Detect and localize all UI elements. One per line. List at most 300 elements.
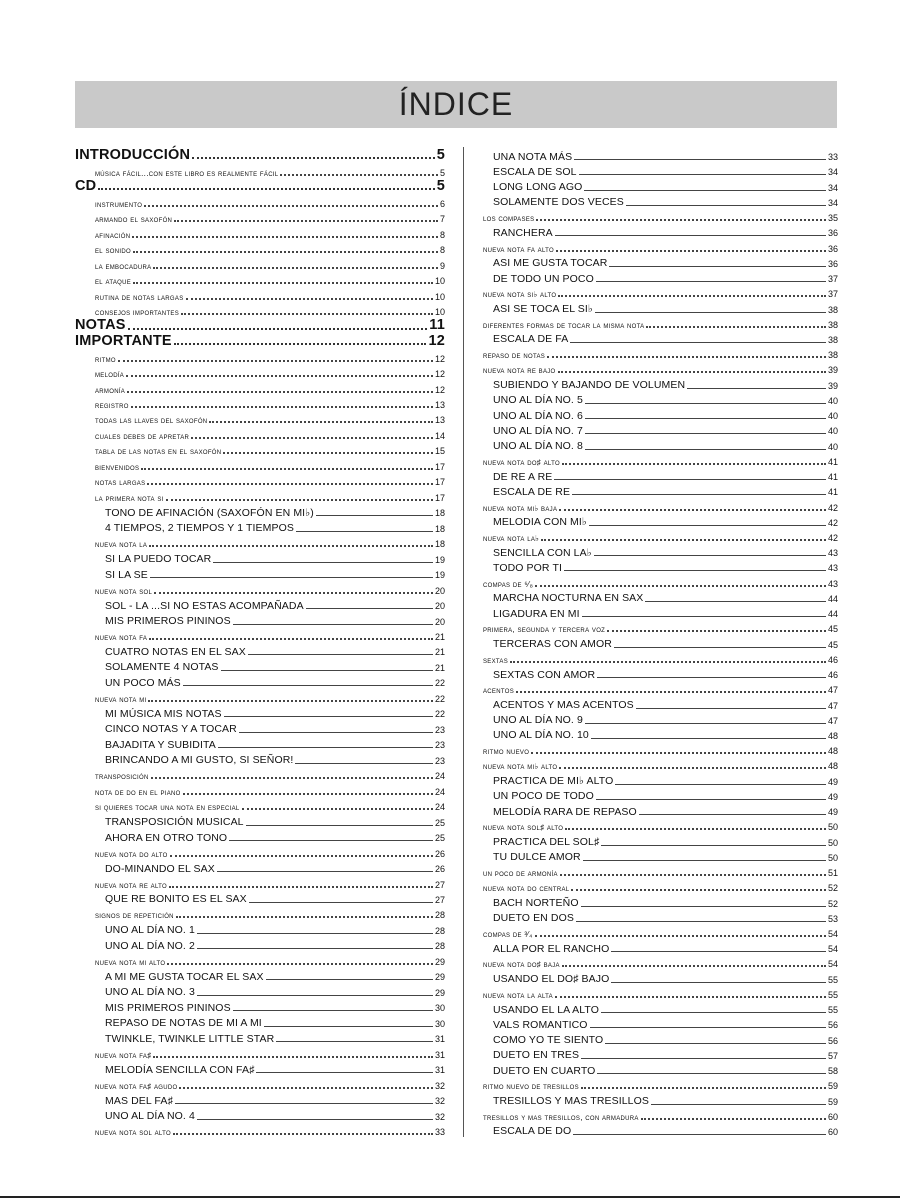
toc-entry [483, 269, 838, 284]
toc-entry [75, 565, 445, 580]
toc-page-number: 18 [434, 539, 445, 550]
toc-page-number: 5 [436, 177, 445, 194]
toc-page-number: 32 [434, 1096, 445, 1107]
toc-left-column [75, 147, 445, 1137]
toc-page-number: 47 [827, 685, 838, 696]
toc-entry [483, 1122, 838, 1137]
toc-entry-title: MIS PRIMEROS PININOS [105, 1001, 231, 1014]
toc-entry-title: repaso de notas [483, 351, 546, 361]
toc-page-number: 31 [434, 1049, 445, 1060]
toc-entry [483, 254, 838, 269]
toc-page-number: 12 [428, 332, 445, 349]
toc-entry-title: instrumento [95, 199, 143, 209]
toc-page-number: 44 [827, 609, 838, 620]
toc-leader [149, 638, 433, 640]
toc-page-number: 23 [434, 740, 445, 751]
toc-leader [565, 828, 826, 830]
toc-entry-title: SOLAMENTE 4 NOTAS [105, 661, 219, 674]
toc-entry-title: RANCHERA [493, 226, 553, 239]
toc-entry [75, 178, 445, 193]
toc-entry-title: UN POCO MÁS [105, 676, 181, 689]
toc-page-number: 17 [434, 461, 445, 472]
toc-entry [75, 162, 445, 177]
toc-leader [197, 995, 433, 996]
toc-entry-title: nueva nota fa alto [483, 244, 554, 254]
toc-entry [483, 162, 838, 177]
toc-entry [483, 893, 838, 908]
toc-leader [564, 570, 826, 571]
toc-entry-title: la embocadura [95, 261, 152, 271]
toc-leader [248, 654, 433, 655]
toc-page-number: 37 [827, 274, 838, 285]
toc-leader [296, 531, 433, 532]
toc-entry-title: TODO POR TI [493, 561, 562, 574]
toc-entry-title: CUATRO NOTAS EN EL SAX [105, 645, 246, 658]
toc-page-number: 8 [439, 229, 445, 240]
toc-leader [197, 1119, 433, 1120]
toc-entry [483, 177, 838, 192]
toc-entry [483, 695, 838, 710]
toc-entry [75, 487, 445, 502]
toc-leader [611, 951, 826, 952]
toc-entry [483, 238, 838, 253]
toc-page-number: 47 [827, 700, 838, 711]
toc-leader [646, 326, 826, 328]
toc-page-number: 13 [434, 399, 445, 410]
toc-entry [75, 1122, 445, 1137]
toc-leader [154, 592, 433, 594]
toc-entry-title: DUETO EN CUARTO [493, 1064, 596, 1077]
toc-entry-title: MAS DEL FA♯ [105, 1094, 173, 1107]
toc-entry-title: IMPORTANTE [75, 332, 172, 349]
toc-leader [570, 342, 826, 343]
toc-page-number: 60 [827, 1111, 838, 1122]
toc-entry-title: los compases [483, 214, 535, 224]
toc-page-number: 46 [827, 654, 838, 665]
toc-entry-title: A MI ME GUSTA TOCAR EL SAX [105, 970, 264, 983]
toc-page-number: 31 [434, 1034, 445, 1045]
toc-page-number: 42 [827, 532, 838, 543]
toc-page-number: 29 [434, 987, 445, 998]
toc-leader [573, 1134, 826, 1135]
toc-leader [229, 840, 433, 841]
toc-leader [601, 1012, 826, 1013]
toc-entry-title: DO-MINANDO EL SAX [105, 862, 215, 875]
toc-leader [560, 874, 826, 876]
toc-entry-title: TWINKLE, TWINKLE LITTLE STAR [105, 1032, 275, 1045]
toc-entry [483, 345, 838, 360]
toc-entry-title: MELODIA CON MI♭ [493, 516, 587, 529]
toc-right-column [483, 147, 838, 1137]
toc-page-number: 30 [434, 1018, 445, 1029]
toc-leader [636, 708, 826, 709]
toc-page-number: 33 [827, 152, 838, 163]
toc-leader [554, 479, 826, 480]
toc-entry-title: SI LA SE [105, 568, 148, 581]
toc-leader [541, 539, 826, 541]
toc-entry-title: el sonido [95, 246, 131, 256]
toc-leader [582, 616, 826, 617]
toc-page-number: 48 [827, 761, 838, 772]
toc-entry [483, 406, 838, 421]
toc-entry [483, 375, 838, 390]
toc-entry-title: ritmo [95, 354, 116, 364]
toc-page-number: 21 [434, 647, 445, 658]
toc-leader [596, 799, 826, 800]
toc-entry [483, 863, 838, 878]
toc-entry [75, 1029, 445, 1044]
toc-entry [75, 1091, 445, 1106]
toc-page-number: 46 [827, 670, 838, 681]
toc-page-number: 22 [434, 693, 445, 704]
toc-page-number: 49 [827, 807, 838, 818]
toc-entry-title: tabla de las notas en el saxofón [95, 447, 222, 457]
toc-page-number: 20 [434, 616, 445, 627]
toc-entry-title: UNA NOTA MÁS [493, 150, 573, 163]
toc-entry [483, 208, 838, 223]
toc-entry [483, 924, 838, 939]
toc-page-number: 14 [434, 430, 445, 441]
toc-page-number: 44 [827, 593, 838, 604]
toc-page-number: 5 [436, 146, 445, 163]
toc-page-number: 7 [439, 214, 445, 225]
toc-entry-title: MELODÍA RARA DE REPASO [493, 805, 637, 818]
toc-leader [641, 1118, 826, 1120]
toc-page-number: 15 [434, 446, 445, 457]
toc-page-number: 32 [434, 1080, 445, 1091]
toc-entry [483, 330, 838, 345]
toc-entry-title: nueva nota re bajo [483, 366, 556, 376]
toc-entry [483, 1091, 838, 1106]
toc-entry-title: nueva nota mi alto [95, 957, 166, 967]
toc-entry-title: MIS PRIMEROS PININOS [105, 615, 231, 628]
toc-entry-title: DE RE A RE [493, 470, 553, 483]
toc-entry [75, 812, 445, 827]
toc-entry [483, 391, 838, 406]
toc-entry-title: MELODÍA SENCILLA CON FA♯ [105, 1063, 255, 1076]
toc-entry [75, 255, 445, 270]
toc-page-number: 35 [827, 213, 838, 224]
toc-entry [483, 421, 838, 436]
toc-leader [510, 661, 826, 663]
toc-leader [132, 236, 438, 238]
toc-entry-title: COMO YO TE SIENTO [493, 1034, 604, 1047]
toc-leader [584, 190, 826, 191]
toc-entry [483, 193, 838, 208]
toc-page-number: 36 [827, 258, 838, 269]
toc-leader [316, 515, 433, 516]
toc-leader [585, 403, 826, 404]
toc-leader [626, 205, 826, 206]
toc-leader [233, 624, 433, 625]
toc-leader [280, 174, 438, 176]
toc-leader [224, 716, 433, 717]
toc-entry-title: LONG LONG AGO [493, 181, 583, 194]
toc-leader [179, 1087, 433, 1089]
toc-leader [242, 808, 433, 810]
toc-entry [483, 1076, 838, 1091]
toc-leader [169, 886, 433, 888]
toc-entry-title: MI MÚSICA MIS NOTAS [105, 707, 222, 720]
toc-leader [562, 965, 826, 967]
toc-page-number: 49 [827, 791, 838, 802]
toc-leader [249, 902, 433, 903]
toc-entry [483, 711, 838, 726]
toc-entry [483, 604, 838, 619]
toc-page-number: 38 [827, 304, 838, 315]
toc-entry [483, 284, 838, 299]
toc-entry [75, 240, 445, 255]
toc-leader [256, 1072, 433, 1073]
toc-entry-title: transposición [95, 772, 149, 782]
toc-page-number: 55 [827, 974, 838, 985]
toc-page-number: 32 [434, 1111, 445, 1122]
toc-entry [75, 998, 445, 1013]
toc-page-number: 22 [434, 678, 445, 689]
toc-entry [75, 302, 445, 317]
toc-entry-title: nueva nota sol [95, 586, 153, 596]
toc-leader [174, 220, 438, 222]
toc-entry-title: 4 TIEMPOS, 2 TIEMPOS Y 1 TIEMPOS [105, 522, 294, 535]
toc-entry-title: CINCO NOTAS Y A TOCAR [105, 723, 237, 736]
toc-leader [556, 250, 826, 252]
toc-page-number: 43 [827, 548, 838, 559]
toc-entry [483, 558, 838, 573]
toc-entry-title: ESCALA DE DO [493, 1125, 572, 1138]
toc-leader [144, 205, 438, 207]
toc-entry-title: TERCERAS CON AMOR [493, 638, 612, 651]
toc-entry [483, 315, 838, 330]
toc-entry [483, 756, 838, 771]
toc-entry-title: BACH NORTEÑO [493, 897, 579, 910]
toc-entry [483, 832, 838, 847]
toc-entry [75, 781, 445, 796]
toc-entry [483, 787, 838, 802]
toc-page-number: 34 [827, 167, 838, 178]
toc-page-number: 6 [439, 198, 445, 209]
toc-leader [239, 732, 433, 733]
toc-entry-title: nueva nota sol alto [95, 1128, 171, 1137]
toc-leader [583, 860, 826, 861]
toc-entry [75, 518, 445, 533]
toc-page-number: 41 [827, 487, 838, 498]
toc-entry-title: nueva nota fa♯ agudo [95, 1081, 178, 1091]
toc-leader [555, 996, 826, 998]
toc-page-number: 28 [434, 925, 445, 936]
toc-leader [585, 433, 826, 434]
toc-leader [531, 752, 826, 754]
toc-page-number: 12 [434, 353, 445, 364]
toc-entry-title: melodía [95, 370, 125, 380]
toc-entry-title: registro [95, 400, 129, 410]
toc-leader [558, 371, 826, 373]
toc-entry-title: ACENTOS Y MAS ACENTOS [493, 699, 634, 712]
toc-entry [75, 534, 445, 549]
toc-entry [483, 802, 838, 817]
toc-leader [149, 545, 433, 547]
toc-leader [651, 1104, 826, 1105]
toc-leader [559, 509, 826, 511]
toc-leader [173, 1133, 433, 1135]
toc-leader [233, 1010, 433, 1011]
toc-page-number: 52 [827, 883, 838, 894]
toc-entry [75, 874, 445, 889]
toc-page-number: 26 [434, 848, 445, 859]
toc-entry [483, 665, 838, 680]
toc-leader [555, 235, 826, 236]
toc-page-number: 58 [827, 1066, 838, 1077]
toc-entry [483, 650, 838, 665]
toc-entry-title: PRACTICA DE MI♭ ALTO [493, 775, 614, 788]
toc-entry [483, 969, 838, 984]
toc-entry-title: USANDO EL DO♯ BAJO [493, 973, 610, 986]
toc-leader [148, 700, 433, 702]
toc-entry [483, 1030, 838, 1045]
toc-entry [75, 627, 445, 642]
toc-entry-title: ASI SE TOCA EL SI♭ [493, 303, 593, 316]
toc-entry-title: TONO DE AFINACIÓN (SAXOFÓN EN MI♭) [105, 506, 314, 519]
toc-leader [596, 281, 826, 282]
toc-page-number: 22 [434, 709, 445, 720]
toc-entry [483, 467, 838, 482]
toc-page-number: 28 [434, 910, 445, 921]
page-title: ÍNDICE [398, 86, 514, 122]
toc-leader [605, 1043, 826, 1044]
toc-page-number: 50 [827, 852, 838, 863]
toc-page-number: 48 [827, 746, 838, 757]
toc-entry-title: AHORA EN OTRO TONO [105, 831, 228, 844]
toc-entry-title: SEXTAS CON AMOR [493, 668, 596, 681]
toc-entry-title: UNO AL DÍA NO. 8 [493, 440, 583, 453]
toc-leader [174, 343, 427, 345]
toc-entry-title: ESCALA DE SOL [493, 165, 577, 178]
toc-page-number: 56 [827, 1035, 838, 1046]
toc-leader [153, 1056, 433, 1058]
toc-entry [75, 642, 445, 657]
toc-entry [483, 436, 838, 451]
toc-page-number: 29 [434, 972, 445, 983]
toc-entry-title: tresillos y mas tresillos, con armadura [483, 1112, 639, 1122]
toc-leader [192, 157, 435, 159]
toc-entry [483, 985, 838, 1000]
toc-entry-title: nueva nota re alto [95, 880, 167, 890]
toc-entry-title: UNO AL DÍA NO. 2 [105, 939, 195, 952]
toc-page-number: 41 [827, 456, 838, 467]
toc-entry [75, 905, 445, 920]
toc-entry [75, 379, 445, 394]
toc-leader [209, 421, 433, 423]
toc-page-number: 54 [827, 959, 838, 970]
toc-page-number: 42 [827, 517, 838, 528]
toc-entry-title: LIGADURA EN MI [493, 607, 580, 620]
toc-entry [75, 317, 445, 332]
toc-entry-title: SOL - LA ...SI NO ESTAS ACOMPAÑADA [105, 599, 304, 612]
toc-leader [572, 494, 826, 495]
toc-page-number: 24 [434, 771, 445, 782]
toc-leader [614, 647, 826, 648]
toc-leader [306, 608, 433, 609]
toc-leader [639, 814, 826, 815]
toc-entry-title: USANDO EL LA ALTO [493, 1003, 599, 1016]
toc-leader [516, 691, 826, 693]
toc-page-number: 50 [827, 822, 838, 833]
toc-entry [483, 817, 838, 832]
toc-page-number: 34 [827, 197, 838, 208]
toc-leader [175, 1103, 433, 1104]
toc-leader [131, 406, 433, 408]
toc-entry-title: DUETO EN DOS [493, 912, 574, 925]
toc-page-number: 26 [434, 864, 445, 875]
toc-page-number: 33 [434, 1127, 445, 1137]
toc-entry [75, 704, 445, 719]
toc-page-number: 50 [827, 837, 838, 848]
toc-entry-title: ESCALA DE RE [493, 485, 571, 498]
toc-entry-title: signos de repetición [95, 911, 174, 921]
toc-page-number: 42 [827, 502, 838, 513]
toc-page-number: 38 [827, 334, 838, 345]
toc-page-number: 43 [827, 563, 838, 574]
column-divider [463, 147, 464, 1137]
toc-leader [558, 295, 826, 297]
toc-entry-title: nueva nota do alto [95, 849, 168, 859]
toc-leader [562, 463, 826, 465]
toc-page-number: 20 [434, 601, 445, 612]
toc-entry [75, 193, 445, 208]
toc-page-number: 36 [827, 228, 838, 239]
toc-entry [483, 528, 838, 543]
toc-entry [483, 573, 838, 588]
toc-page-number: 9 [439, 260, 445, 271]
toc-entry [483, 954, 838, 969]
toc-page-number: 8 [439, 245, 445, 256]
toc-leader [276, 1041, 433, 1042]
toc-entry-title: si quieres tocar una nota en especial [95, 803, 240, 813]
toc-entry-title: nueva nota si♭ alto [483, 290, 557, 300]
toc-page-number: 13 [434, 415, 445, 426]
toc-leader [615, 784, 826, 785]
toc-page-number: 53 [827, 913, 838, 924]
toc-entry-title: música fácil...con este libro es realmente fácil [95, 168, 279, 178]
toc-leader [167, 963, 433, 965]
toc-entry-title: SENCILLA CON LA♭ [493, 546, 592, 559]
toc-entry [483, 452, 838, 467]
toc-entry-title: todas las llaves del saxofón [95, 416, 208, 426]
toc-page-number: 55 [827, 1005, 838, 1016]
toc-entry [75, 286, 445, 301]
toc-page-number: 51 [827, 868, 838, 879]
toc-entry-title: UNO AL DÍA NO. 10 [493, 729, 589, 742]
toc-leader [611, 982, 826, 983]
toc-entry-title: SI LA PUEDO TOCAR [105, 553, 212, 566]
toc-leader [585, 418, 826, 419]
toc-entry-title: CD [75, 177, 97, 194]
toc-entry-title: NOTAS [75, 317, 126, 334]
toc-entry-title: bienvenidos [95, 462, 140, 472]
toc-entry [75, 967, 445, 982]
toc-entry-title: ASI ME GUSTA TOCAR [493, 257, 608, 270]
toc-leader [595, 312, 826, 313]
toc-entry [483, 223, 838, 238]
toc-entry-title: UNO AL DÍA NO. 1 [105, 924, 195, 937]
toc-leader [147, 483, 433, 485]
toc-entry [483, 1061, 838, 1076]
toc-leader [535, 935, 826, 937]
toc-entry-title: TRANSPOSICIÓN MUSICAL [105, 816, 244, 829]
toc-page-number: 25 [434, 817, 445, 828]
toc-entry-title: nueva nota la alta [483, 990, 553, 1000]
toc-entry [75, 395, 445, 410]
toc-page-number: 11 [429, 317, 445, 334]
